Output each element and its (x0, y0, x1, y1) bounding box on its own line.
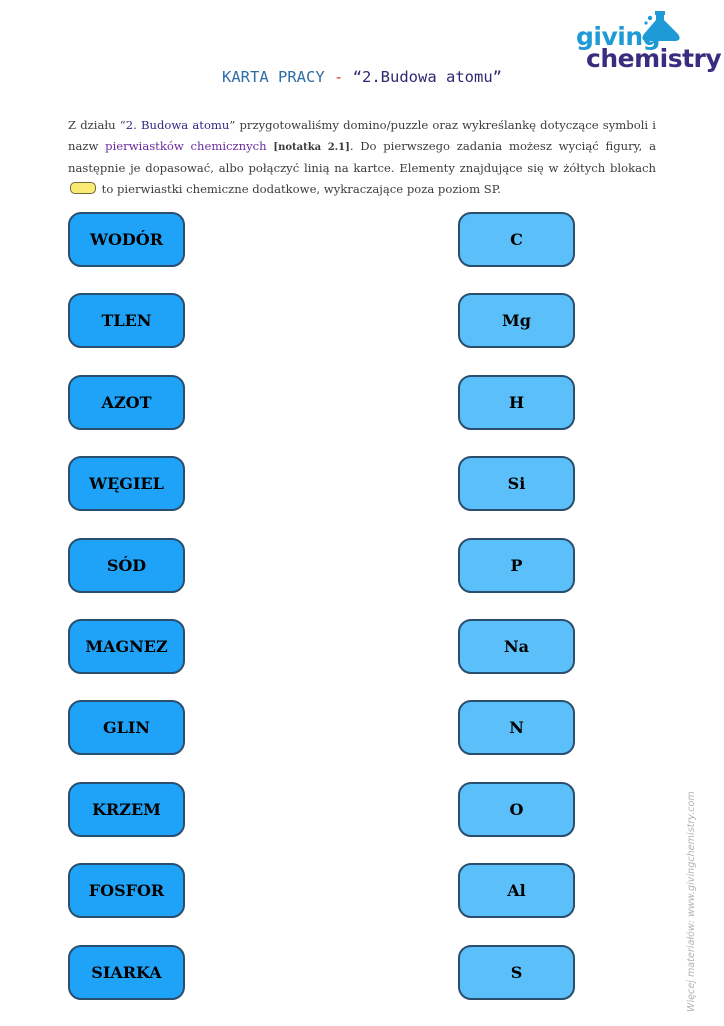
name-card[interactable]: MAGNEZ (68, 619, 185, 674)
name-card[interactable]: KRZEM (68, 782, 185, 837)
element-symbols-column (458, 212, 575, 1026)
intro-text-2: ” przygotowaliśmy domino/puzzle oraz wykreślankę dotyczące symboli i nazw (68, 118, 657, 153)
intro-paragraph (68, 115, 656, 200)
symbol-card[interactable]: O (458, 782, 575, 837)
intro-text-1: Z działu “ (68, 118, 126, 132)
symbol-card[interactable]: N (458, 700, 575, 755)
name-card[interactable]: GLIN (68, 700, 185, 755)
intro-note-ref: [notatka 2.1] (273, 142, 350, 153)
name-card[interactable]: AZOT (68, 375, 185, 430)
symbol-card[interactable]: P (458, 538, 575, 593)
symbol-card[interactable]: Na (458, 619, 575, 674)
symbol-card[interactable]: Mg (458, 293, 575, 348)
footer-website-note: Więcej materiałów: www.givingchemistry.com (686, 791, 697, 1012)
symbol-card[interactable]: H (458, 375, 575, 430)
name-card[interactable]: WĘGIEL (68, 456, 185, 511)
intro-section-name: 2. Budowa atomu (125, 118, 230, 132)
name-card[interactable]: SÓD (68, 538, 185, 593)
giving-chemistry-logo (574, 8, 722, 74)
intro-text-4: to pierwiastki chemiczne dodatkowe, wykraczające poza poziom SP. (98, 182, 501, 196)
logo-text-chemistry: chemistry (586, 44, 722, 73)
name-card[interactable]: SIARKA (68, 945, 185, 1000)
intro-text-3: . Do pierwszego zadania możesz wyciąć figury, a następnie je dopasować, albo połączyć linią na kartce. Elementy znajdujące się w żółtych blokach (68, 139, 657, 175)
logo-text-giving: giving (576, 22, 661, 51)
symbol-card[interactable]: S (458, 945, 575, 1000)
symbol-card[interactable]: Al (458, 863, 575, 918)
symbol-card[interactable]: C (458, 212, 575, 267)
intro-elements-link: pierwiastków chemicznych (105, 139, 267, 153)
page-title (0, 68, 724, 86)
name-card[interactable]: WODÓR (68, 212, 185, 267)
name-card[interactable]: FOSFOR (68, 863, 185, 918)
name-card[interactable]: TLEN (68, 293, 185, 348)
symbol-card[interactable]: Si (458, 456, 575, 511)
title-dash: - (334, 68, 344, 86)
yellow-block-swatch (70, 182, 96, 194)
title-prefix: KARTA PRACY (222, 68, 325, 86)
element-names-column (68, 212, 185, 1026)
title-quoted: “2.Budowa atomu” (352, 68, 502, 86)
